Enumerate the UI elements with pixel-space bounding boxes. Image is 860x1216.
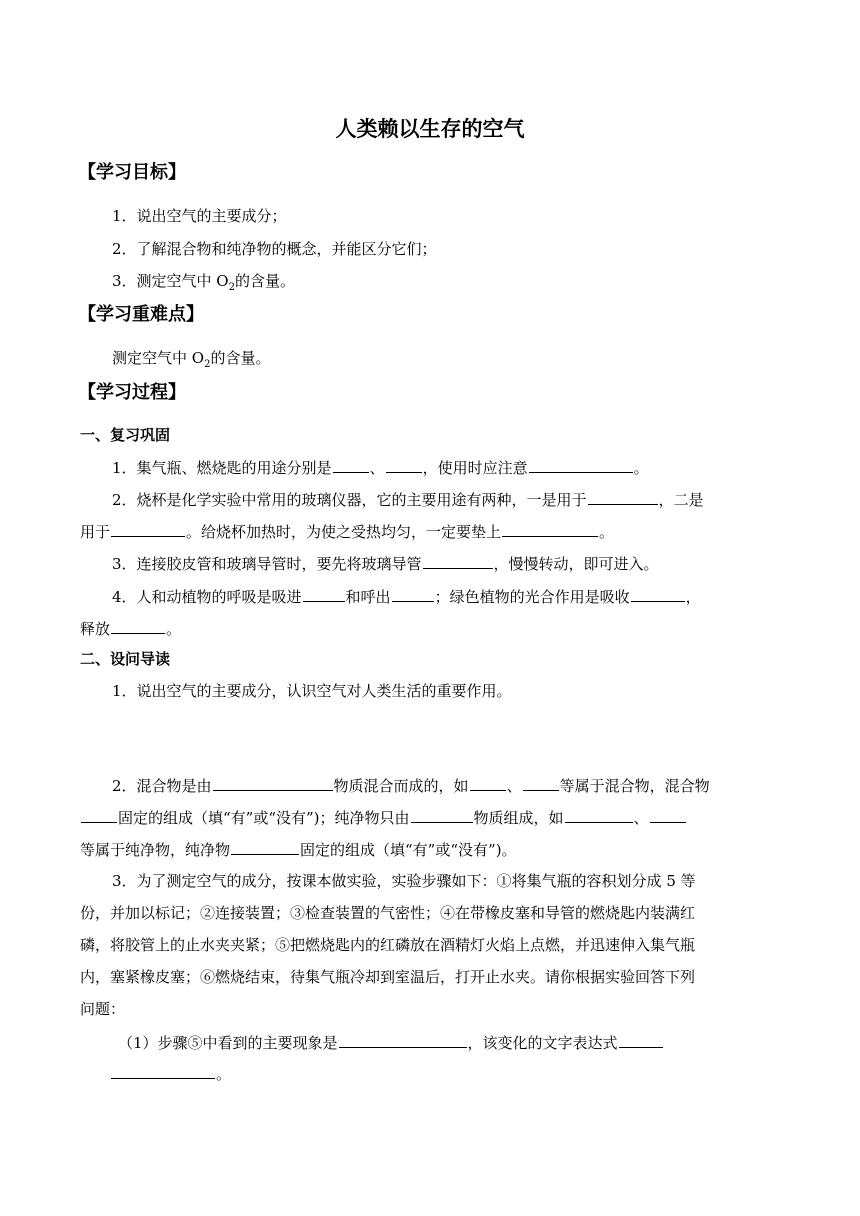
guide-question-2-cont2: 等属于纯净物，纯净物 固定的组成（填“有”或“没有”)。 (80, 838, 517, 861)
guide-question-3-line-2: 份，并加以标记；②连接装置；③检查装置的气密性；④在带橡皮塞和导管的燃烧匙内装满红 (80, 904, 696, 922)
review-question-4-cont: 释放 。 (80, 617, 181, 640)
guide-question-3-line-5: 问题： (80, 1000, 126, 1018)
review-question-1: 1．集气瓶、燃烧匙的用途分别是 、 ，使用时应注意 。 (112, 456, 649, 479)
answer-blank[interactable] (423, 552, 493, 569)
guide-question-2-cont: 固定的组成（填“有”或“没有”)；纯净物只由 物质组成，如 、 (80, 806, 687, 829)
guide-heading: 二、设问导读 (80, 650, 171, 668)
answer-blank[interactable] (231, 838, 299, 855)
focus-text: 测定空气中 $O_2$的含量。 (112, 349, 271, 370)
answer-blank[interactable] (213, 774, 333, 791)
answer-blank[interactable] (502, 520, 598, 537)
answer-blank[interactable] (111, 617, 165, 634)
answer-blank[interactable] (631, 585, 685, 602)
process-heading: 【学习过程】 (78, 382, 186, 403)
answer-blank[interactable] (111, 520, 185, 537)
focus-heading: 【学习重难点】 (78, 304, 204, 325)
answer-blank[interactable] (529, 456, 633, 473)
guide-question-3-line-3: 磷，将胶管上的止水夹夹紧；⑤把燃烧匙内的红磷放在酒精灯火焰上点燃，并迅速伸入集气瓶 (80, 936, 696, 954)
answer-blank[interactable] (523, 774, 559, 791)
answer-blank[interactable] (411, 806, 473, 823)
answer-blank[interactable] (111, 1062, 215, 1079)
goal-item-2: 2．了解混合物和纯净物的概念，并能区分它们； (112, 240, 437, 258)
answer-blank[interactable] (386, 456, 422, 473)
guide-question-1: 1．说出空气的主要成分，认识空气对人类生活的重要作用。 (112, 682, 512, 700)
answer-blank[interactable] (650, 806, 686, 823)
review-question-2: 2．烧杯是化学实验中常用的玻璃仪器，它的主要用途有两种，一是用于 ，二是 (112, 488, 704, 511)
sub-question-1-cont: 。 (110, 1062, 231, 1085)
goal-item-3: 3．测定空气中 $O_2$的含量。 (112, 272, 296, 293)
review-question-4: 4．人和动植物的呼吸是吸进 和呼出 ；绿色植物的光合作用是吸收 ， (112, 585, 701, 608)
answer-blank[interactable] (81, 806, 117, 823)
answer-blank[interactable] (588, 488, 658, 505)
answer-blank[interactable] (470, 774, 506, 791)
goal-item-1: 1．说出空气的主要成分； (112, 207, 287, 225)
review-question-2-cont: 用于 。给烧杯加热时，为使之受热均匀，一定要垫上 。 (80, 520, 614, 543)
review-question-3: 3．连接胶皮管和玻璃导管时，要先将玻璃导管 ，慢慢转动，即可进入。 (112, 552, 659, 575)
answer-blank[interactable] (303, 585, 345, 602)
guide-question-3-line-1: 3．为了测定空气的成分，按课本做实验，实验步骤如下：①将集气瓶的容积划分成 5 等 (112, 872, 696, 890)
answer-blank[interactable] (565, 806, 633, 823)
page-title: 人类赖以生存的空气 (335, 117, 525, 141)
sub-question-1: （1）步骤⑤中看到的主要现象是 ，该变化的文字表达式 (118, 1031, 664, 1054)
answer-blank[interactable] (619, 1031, 663, 1048)
answer-blank[interactable] (392, 585, 434, 602)
guide-question-2: 2．混合物是由 物质混合而成的，如 、 等属于混合物，混合物 (112, 774, 710, 797)
answer-blank[interactable] (333, 456, 369, 473)
review-heading: 一、复习巩固 (80, 426, 171, 444)
answer-blank[interactable] (339, 1031, 467, 1048)
guide-question-3-line-4: 内，塞紧橡皮塞；⑥燃烧结束，待集气瓶冷却到室温后，打开止水夹。请你根据实验回答下列 (80, 968, 696, 986)
goals-heading: 【学习目标】 (78, 162, 186, 183)
